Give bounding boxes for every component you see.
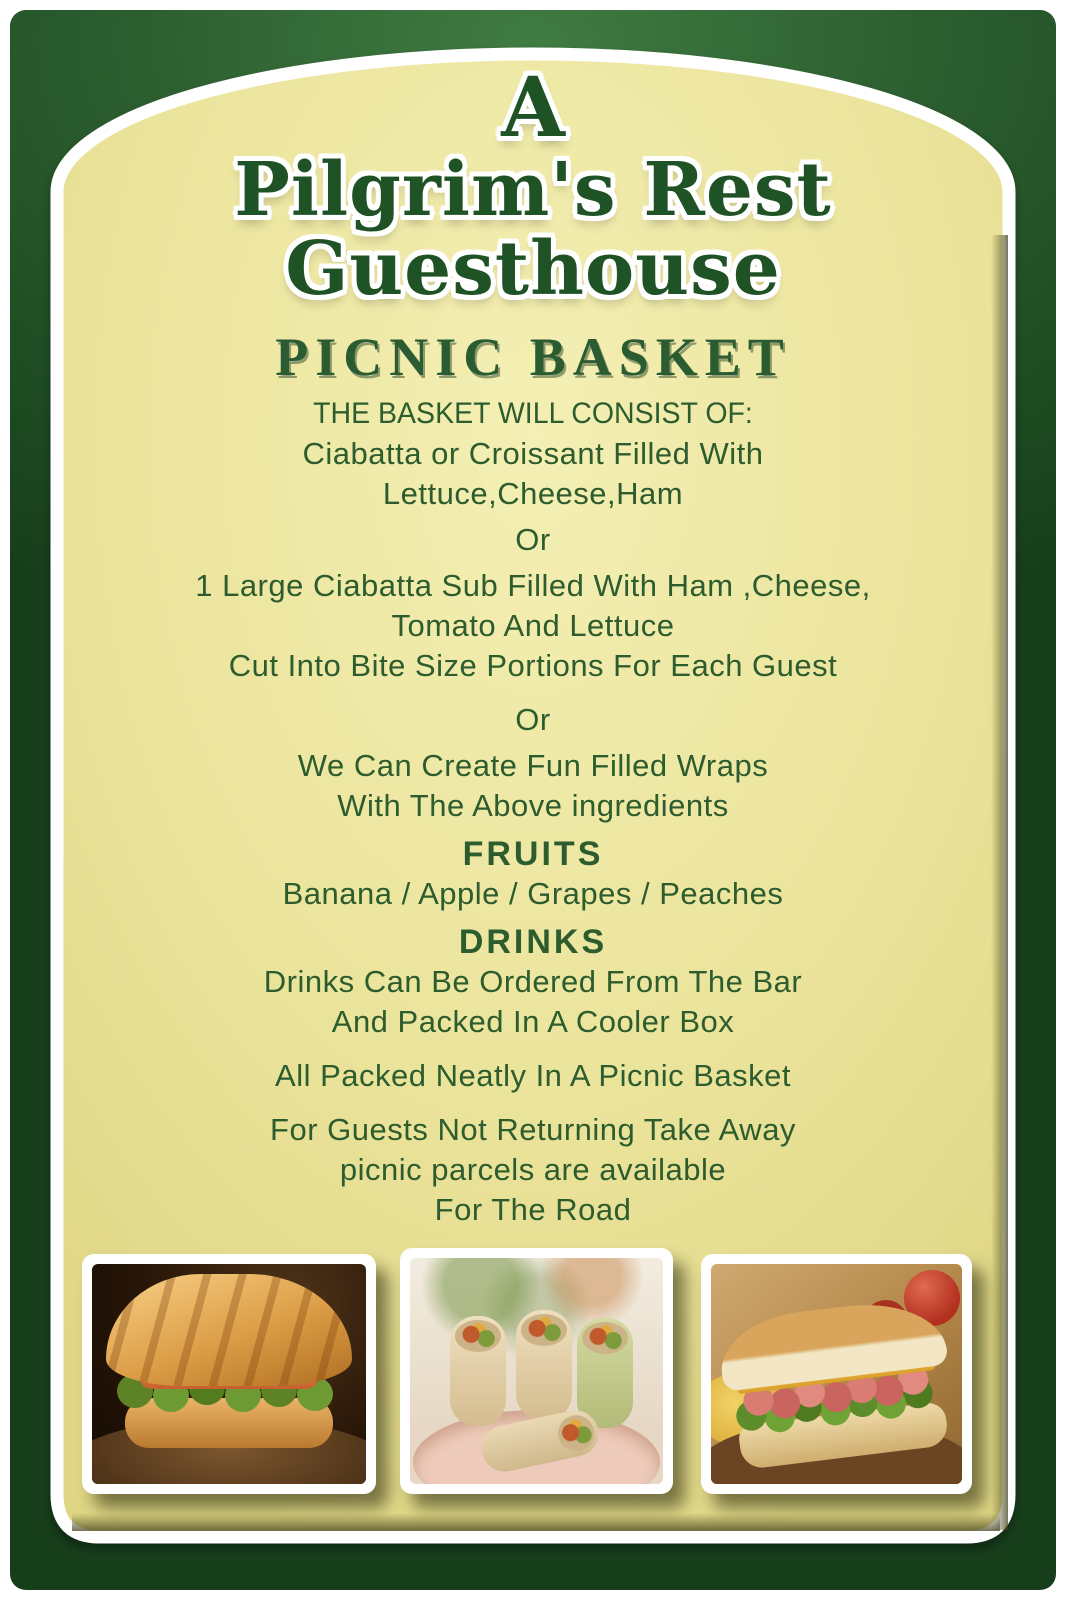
title-line-guesthouse: Guesthouse	[285, 226, 781, 312]
bread-top	[715, 1295, 948, 1392]
wrap-roll	[516, 1310, 572, 1420]
guesthouse-title	[0, 60, 1066, 312]
menu-line: 1 Large Ciabatta Sub Filled With Ham ,Cheese,	[195, 568, 871, 603]
menu-text-block	[40, 394, 1026, 1230]
ciabatta-sub-photo	[701, 1254, 972, 1494]
menu-line: Tomato And Lettuce	[391, 608, 675, 643]
menu-line: Or	[515, 702, 551, 737]
menu-line: Drinks Can Be Ordered From The Bar	[263, 964, 803, 999]
menu-line: And Packed In A Cooler Box	[331, 1004, 735, 1039]
menu-section-fruits: FRUITS	[462, 835, 604, 873]
croissant-sandwich-photo	[82, 1254, 376, 1494]
menu-line: Or	[515, 522, 551, 557]
menu-line: Banana / Apple / Grapes / Peaches	[282, 876, 784, 911]
menu-line: With The Above ingredients	[337, 788, 729, 823]
menu-section-drinks: DRINKS	[458, 923, 608, 961]
menu-line: All Packed Neatly In A Picnic Basket	[275, 1058, 791, 1093]
wrap-roll-spinach	[577, 1318, 633, 1428]
menu-line: For Guests Not Returning Take Away	[270, 1112, 796, 1147]
menu-line: For The Road	[434, 1192, 632, 1227]
croissant-bottom	[125, 1398, 333, 1448]
menu-line: Lettuce,Cheese,Ham	[382, 476, 684, 511]
menu-line: Cut Into Bite Size Portions For Each Guest	[228, 648, 838, 683]
croissant-top	[106, 1274, 353, 1386]
croissant-photo-scene	[92, 1264, 366, 1484]
sub-photo-scene	[711, 1264, 962, 1484]
picnic-basket-heading: PICNIC BASKET	[275, 327, 791, 387]
menu-line: We Can Create Fun Filled Wraps	[297, 748, 769, 783]
wrap-roll	[450, 1316, 506, 1426]
title-line-pilgrims: Pilgrim's Rest	[234, 147, 832, 233]
wraps-photo-scene	[410, 1258, 663, 1484]
title-line-a: A	[501, 60, 565, 156]
sub-sandwich	[715, 1295, 957, 1471]
menu-intro: THE BASKET WILL CONSIST OF:	[313, 397, 753, 430]
tortilla-wraps-photo	[400, 1248, 673, 1494]
menu-line: Ciabatta or Croissant Filled With	[302, 436, 764, 471]
menu-line: picnic parcels are available	[339, 1152, 727, 1187]
